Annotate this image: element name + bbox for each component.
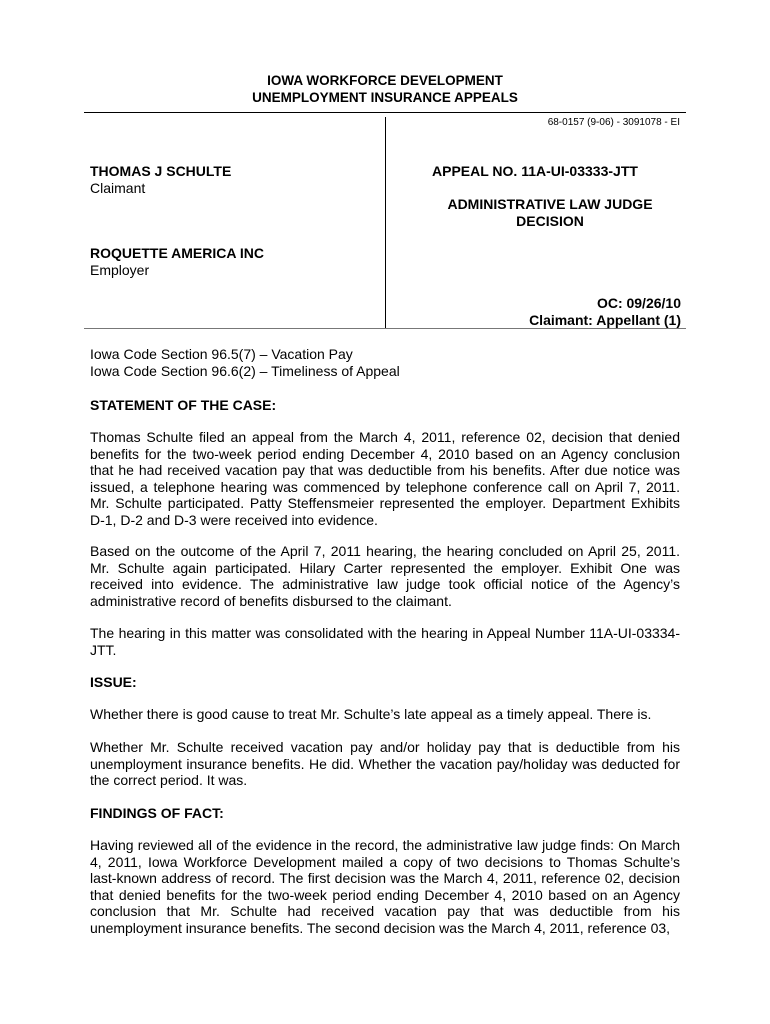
division-name: UNEMPLOYMENT INSURANCE APPEALS: [252, 90, 518, 105]
code-section-vacation: Iowa Code Section 96.5(7) – Vacation Pay: [90, 346, 353, 362]
issue-heading: ISSUE:: [90, 674, 137, 690]
employer-role: Employer: [90, 262, 150, 278]
statement-paragraph-1: Thomas Schulte filed an appeal from the March 4, 2011, reference 02, decision that denied benefits for the two-week period ending December 4, 2010 based on an Agency conclusion that he had received vacation pay that was deductible from his benefits. After due notice was issued, a telephone hearing was commenced by telephone conference call on April 7, 2011. Mr. Schulte participated. Patty Steffensmeier represented the employer. Department Exhibits D-1, D-2 and D-3 were received into evidence.: [90, 429, 680, 528]
employer-block: [90, 245, 264, 279]
document-header: [0, 72, 770, 106]
decision-title-line1: ADMINISTRATIVE LAW JUDGE: [447, 196, 653, 212]
form-code: 68-0157 (9-06) - 3091078 - EI: [547, 117, 680, 128]
claimant-role: Claimant: [90, 180, 146, 196]
agency-name: IOWA WORKFORCE DEVELOPMENT: [267, 73, 503, 88]
claimant-block: [90, 163, 231, 197]
claimant-status: Claimant: Appellant (1): [529, 312, 681, 328]
statement-paragraph-2: Based on the outcome of the April 7, 2011 hearing, the hearing concluded on April 25, 2011. Mr. Schulte again participated. Hilary Carter represented the employer. Exhibit One was received into evidence. The administrative law judge took official notice of the Agency’s administrative record of benefits disbursed to the claimant.: [90, 543, 680, 609]
issue-paragraph-1: Whether there is good cause to treat Mr. Schulte’s late appeal as a timely appeal. There is.: [90, 706, 652, 722]
caption-bottom-rule: [84, 328, 686, 329]
employer-name: ROQUETTE AMERICA INC: [90, 245, 264, 261]
code-section-timeliness: Iowa Code Section 96.6(2) – Timeliness of Appeal: [90, 363, 400, 379]
appeal-number: APPEAL NO. 11A-UI-03333-JTT: [432, 163, 638, 179]
findings-paragraph-1: Having reviewed all of the evidence in the record, the administrative law judge finds: On March 4, 2011, Iowa Workforce Development mailed a copy of two decisions to Thomas Schulte’s last-known address of record. The first decision was the March 4, 2011, reference 02, decision that denied benefits for the two-week period ending December 4, 2010 based on an Agency conclusion that Mr. Schulte had received vacation pay that was deductible from his unemployment insurance benefits. The second decision was the March 4, 2011, reference 03,: [90, 837, 680, 936]
claim-info: [430, 295, 681, 329]
caption-divider: [385, 117, 386, 328]
header-rule: [84, 112, 686, 113]
oc-date: OC: 09/26/10: [596, 295, 681, 311]
decision-title-line2: DECISION: [516, 213, 584, 229]
statement-paragraph-3: The hearing in this matter was consolidated with the hearing in Appeal Number 11A-UI-03334-JTT.: [90, 625, 680, 658]
statement-heading: STATEMENT OF THE CASE:: [90, 397, 277, 413]
findings-heading: FINDINGS OF FACT:: [90, 805, 224, 821]
code-sections: [90, 346, 400, 380]
issue-paragraph-2: Whether Mr. Schulte received vacation pay and/or holiday pay that is deductible from his unemployment insurance benefits. He did. Whether the vacation pay/holiday was deducted for the correct period. It was.: [90, 739, 680, 788]
decision-title: [420, 196, 680, 230]
claimant-name: THOMAS J SCHULTE: [90, 163, 232, 179]
